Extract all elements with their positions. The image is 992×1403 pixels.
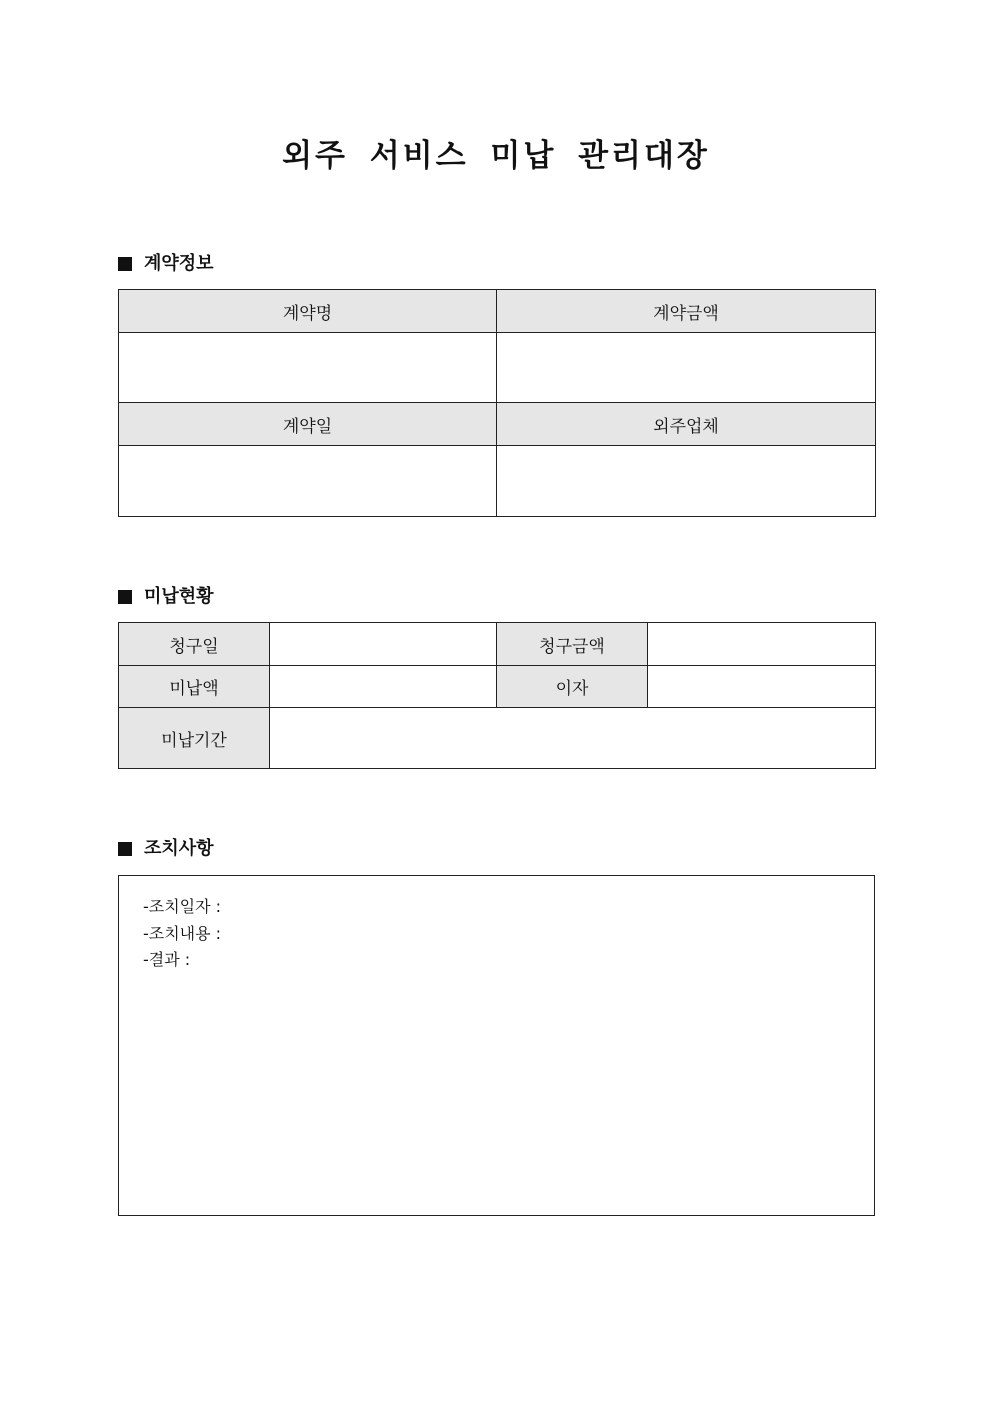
interest-field[interactable] [648, 666, 876, 708]
contract-date-field[interactable] [119, 446, 497, 517]
unpaid-section-title: 미납현황 [144, 586, 214, 607]
unpaid-amount-label: 미납액 [119, 666, 270, 708]
unpaid-amount-field[interactable] [270, 666, 497, 708]
unpaid-row [119, 623, 876, 666]
page-title: 외주 서비스 미납 관리대장 [282, 138, 710, 174]
actions-section-title: 조치사항 [144, 838, 214, 859]
contract-value-row [119, 333, 876, 403]
unpaid-row [119, 666, 876, 708]
vendor-field[interactable] [497, 446, 876, 517]
contract-amount-label: 계약금액 [497, 290, 876, 333]
unpaid-row [119, 708, 876, 769]
square-bullet-icon [118, 590, 132, 604]
unpaid-period-field[interactable] [270, 708, 876, 769]
actions-section-heading [118, 836, 214, 862]
square-bullet-icon [118, 842, 132, 856]
billing-amount-field[interactable] [648, 623, 876, 666]
square-bullet-icon [118, 257, 132, 271]
billing-date-field[interactable] [270, 623, 497, 666]
vendor-label: 외주업체 [497, 403, 876, 446]
unpaid-period-label: 미납기간 [119, 708, 270, 769]
contract-name-label: 계약명 [119, 290, 497, 333]
unpaid-table [118, 622, 876, 769]
actions-notes-box[interactable] [118, 875, 875, 1216]
contract-header-row [119, 403, 876, 446]
action-content-line: -조치내용 : [143, 923, 222, 943]
contract-name-field[interactable] [119, 333, 497, 403]
interest-label: 이자 [497, 666, 648, 708]
unpaid-section-heading [118, 584, 214, 610]
contract-section-title: 계약정보 [144, 253, 214, 274]
contract-table [118, 289, 876, 517]
contract-section-heading [118, 251, 214, 277]
contract-amount-field[interactable] [497, 333, 876, 403]
actions-notes-list [143, 894, 221, 974]
contract-value-row [119, 446, 876, 517]
action-date-line: -조치일자 : [143, 897, 222, 916]
billing-date-label: 청구일 [119, 623, 270, 666]
billing-amount-label: 청구금액 [497, 623, 648, 666]
action-result-line: -결과 : [143, 950, 191, 969]
contract-date-label: 계약일 [119, 403, 497, 446]
contract-header-row [119, 290, 876, 333]
